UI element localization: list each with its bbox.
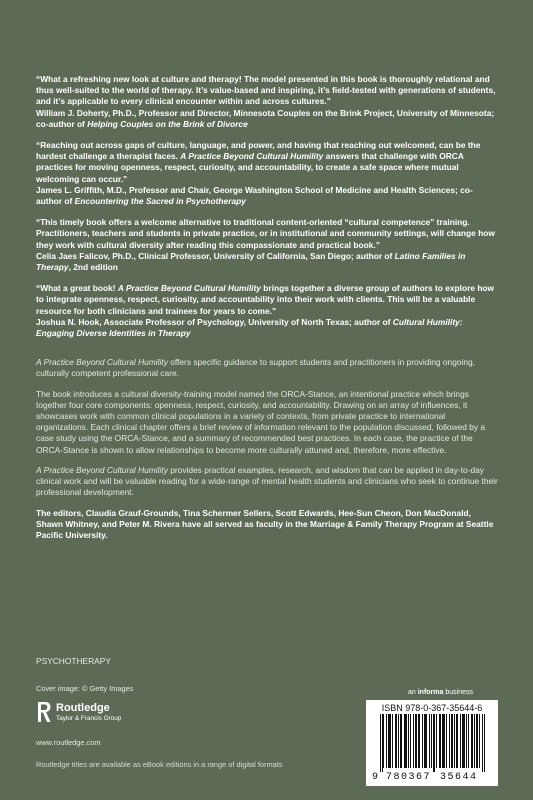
barcode-bar	[443, 714, 444, 768]
barcode-bar	[380, 714, 381, 772]
barcode-bar	[464, 714, 465, 768]
endorsement-4	[36, 283, 498, 339]
barcode-digit-group-1: 780367	[386, 772, 432, 783]
barcode-bar	[466, 714, 467, 768]
barcode-bar	[431, 714, 432, 768]
description-paragraph-1	[36, 357, 498, 379]
endorsement-4-attribution	[36, 317, 498, 339]
barcode-bar	[460, 714, 461, 768]
isbn-label: ISBN 978-0-367-35644-6	[381, 703, 483, 713]
barcode-bar	[422, 714, 423, 768]
attribution-book-title: Encountering the Sacred in Psychotherapy	[74, 196, 246, 207]
barcode-bar	[433, 714, 434, 772]
endorsement-1-attribution	[36, 108, 498, 130]
back-cover-text	[36, 74, 498, 557]
subject-category: PSYCHOTHERAPY	[36, 656, 111, 666]
barcode-bar	[413, 714, 414, 768]
attribution-text: James L. Griffith, M.D., Professor and Chair, George Washington School of Medicine and Health Sciences; co-author of	[36, 184, 473, 207]
barcode-bar	[444, 714, 445, 768]
publisher-logo	[36, 700, 156, 740]
informa-brand: informa	[417, 689, 444, 696]
barcode-bar	[418, 714, 419, 768]
quote-text: “Reaching out across gaps of culture, language, and power, and having that reaching out welcomed, can be the hardest challenge a therapist faces.	[36, 140, 481, 162]
barcode-bar	[388, 714, 389, 768]
informa-text: business	[443, 689, 473, 696]
barcode-bar	[440, 714, 441, 768]
endorsement-1-text: “What a refreshing new look at culture and therapy! The model presented in this book is thoroughly relational and thus well-suited to the world of therapy. It’s value-based and inspiring, it’s field-tested with generations of students, and it’s applicable to every clinical encounter within and across cultures.”	[36, 74, 496, 107]
endorsement-3	[36, 217, 498, 273]
endorsement-2	[36, 140, 498, 207]
endorsement-2-text	[36, 140, 480, 184]
barcode	[366, 700, 498, 786]
cover-image-credit: Cover image: © Getty Images	[36, 684, 134, 693]
barcode-bar	[382, 714, 383, 772]
barcode-digits	[366, 772, 498, 784]
barcode-bar	[390, 714, 391, 768]
book-title: A Practice Beyond Cultural Humility	[36, 464, 168, 475]
attribution-book-title: Cultural Humility: Engaging Diverse Identities in Therapy	[36, 316, 463, 339]
barcode-bar	[408, 714, 409, 768]
barcode-bar	[439, 714, 440, 768]
endorsement-3-attribution	[36, 251, 498, 273]
barcode-bar	[429, 714, 430, 768]
barcode-bar	[454, 714, 455, 768]
barcode-bar	[471, 714, 472, 768]
routledge-r-icon	[36, 700, 52, 724]
barcode-bar	[396, 714, 397, 768]
barcode-bar	[468, 714, 469, 768]
description-paragraph-3	[36, 465, 498, 499]
barcode-bar	[482, 714, 483, 772]
barcode-bars	[366, 714, 498, 774]
barcode-bar	[400, 714, 401, 768]
endorsement-1	[36, 74, 498, 130]
barcode-bar	[451, 714, 452, 768]
barcode-bar	[398, 714, 399, 768]
barcode-bar	[410, 714, 411, 768]
endorsement-2-attribution	[36, 185, 498, 207]
barcode-bar	[386, 714, 387, 768]
barcode-bar	[463, 714, 464, 768]
quote-book-title: A Practice Beyond Cultural Humility	[180, 151, 324, 162]
quote-book-title: A Practice Beyond Cultural Humility	[117, 283, 261, 294]
barcode-bar	[474, 714, 475, 768]
attribution-text: Joshua N. Hook, Associate Professor of Psychology, University of North Texas; author of	[36, 316, 393, 327]
barcode-bar	[415, 714, 416, 768]
barcode-digit-prefix: 9	[372, 772, 379, 783]
barcode-bar	[424, 714, 425, 768]
barcode-bar	[404, 714, 405, 768]
book-title: A Practice Beyond Cultural Humility	[36, 357, 168, 368]
barcode-bar	[434, 714, 435, 772]
barcode-bar	[425, 714, 426, 768]
editors-bio: The editors, Claudia Grauf-Grounds, Tina Schermer Sellers, Scott Edwards, Hee-Sun Cheon, Don MacDonald, Shawn Whitney, and Peter M. Rivera have all served as faculty in the Marriage & Family Therapy Program at Seattle Pacific University.	[36, 507, 494, 540]
barcode-bar	[472, 714, 473, 768]
quote-text: answers that challenge with ORCA practices for moving openness, respect, curiosity, and accountability, to create a safe space where mutual welcoming can occur.”	[36, 151, 464, 184]
quote-text: “What a great book!	[36, 283, 118, 294]
barcode-bar	[406, 714, 407, 768]
barcode-bar	[416, 714, 417, 768]
barcode-bar	[476, 714, 477, 768]
publisher-group: Taylor & Francis Group	[56, 715, 122, 722]
description-text: offers specific guidance to support students and practitioners in providing ongoing, culturally competent professional care.	[36, 357, 476, 379]
attribution-text: Celia Jaes Falicov, Ph.D., Clinical Professor, University of California, San Diego; author of	[36, 250, 395, 261]
description-text: provides practical examples, research, and wisdom that can be applied in day-to-day clinical work and will be valuable reading for a wide-range of mental health students and clinicians who seek to continue their professional development.	[36, 464, 498, 498]
attribution-edition: , 2nd edition	[68, 262, 118, 273]
publisher-website[interactable]: www.routledge.com	[36, 738, 101, 747]
barcode-bar	[436, 714, 437, 768]
barcode-bar	[401, 714, 402, 768]
barcode-bar	[389, 714, 390, 768]
endorsement-4-text	[36, 283, 494, 315]
endorsement-3-text: “This timely book offers a welcome alternative to traditional content-oriented “cultural competence” training. Practitioners, teachers and students in private practice, or in institutional and community settings, will change how they work with cultural diversity after reading this compassionate and practical book.”	[36, 217, 495, 250]
barcode-bar	[452, 714, 453, 768]
barcode-bar	[456, 714, 457, 768]
barcode-bar	[484, 714, 485, 772]
ebook-note: Routledge titles are available as eBook editions in a range of digital formats	[36, 760, 283, 769]
barcode-bar	[442, 714, 443, 768]
barcode-bar	[457, 714, 458, 768]
quote-text: brings together a diverse group of authors to explore how to integrate openness, respect, curiosity, and accountability into their work with clients. This will be a valuable resource for both clinicians and trainees for years to come.”	[36, 283, 495, 316]
barcode-bar	[392, 714, 393, 768]
barcode-bar	[477, 714, 478, 768]
barcode-bar	[405, 714, 406, 768]
barcode-bar	[462, 714, 463, 768]
barcode-digit-group-2: 35644	[440, 772, 478, 783]
attribution-book-title: Latino Families in Therapy	[36, 250, 466, 273]
barcode-bar	[426, 714, 427, 768]
barcode-bar	[446, 714, 447, 768]
barcode-bar	[479, 714, 480, 768]
description-paragraph-2: The book introduces a cultural diversity-training model named the ORCA-Stance, an intentional practice which brings together four core components: openness, respect, curiosity, and accountability. Drawing on an array of influences, it showcases work with common clinical populations in a variety of contexts, from private practice to international organizations. Each clinical chapter offers a brief review of information relevant to the population discussed, followed by a case study using the ORCA-Stance, and a summary of recommended best practices. In each case, the practice of the ORCA-Stance is shown to allow relationships to become more culturally attuned and, therefore, more effective.	[36, 388, 486, 455]
informa-text: an	[408, 689, 418, 696]
barcode-bar	[383, 714, 384, 768]
barcode-bar	[449, 714, 450, 768]
attribution-book-title: Helping Couples on the Brink of Divorce	[87, 118, 248, 129]
barcode-bar	[395, 714, 396, 768]
publisher-name: Routledge	[56, 702, 110, 714]
attribution-text: William J. Doherty, Ph.D., Professor and Director, Minnesota Couples on the Brink Project, University of Minnesota; co-author of	[36, 107, 495, 129]
informa-business-label	[408, 689, 473, 696]
barcode-bar	[419, 714, 420, 768]
